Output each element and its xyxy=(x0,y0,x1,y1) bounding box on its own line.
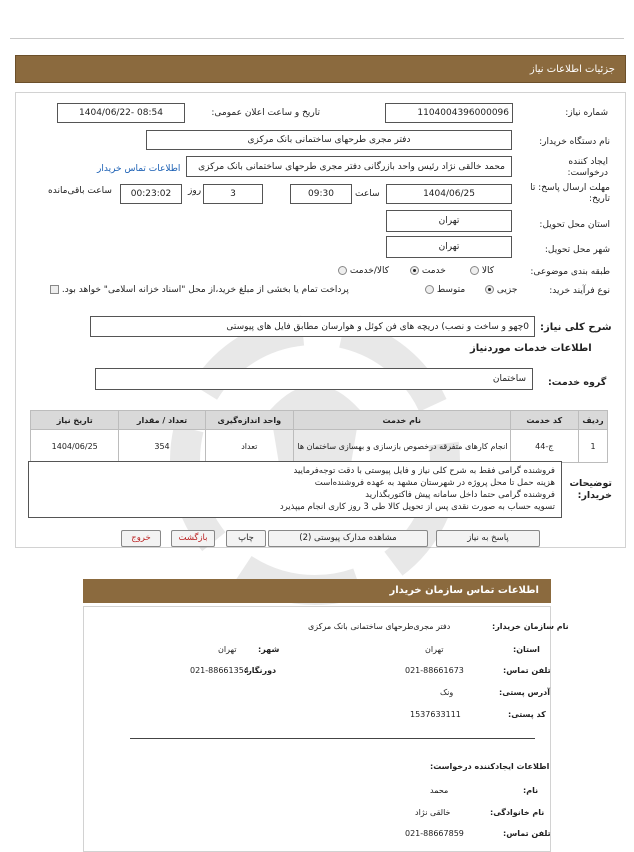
deadline-days-field: 3 xyxy=(203,184,263,204)
col-date-header: تاریخ نیاز xyxy=(31,411,119,430)
contact-postal-label: کد پستی: xyxy=(508,710,546,719)
page-header: جزئیات اطلاعات نیاز xyxy=(15,55,626,83)
remaining-time-field: 00:23:02 xyxy=(120,184,182,204)
contact-province-label: استان: xyxy=(513,645,540,654)
summary-field: 0چهو و ساخت و نصب) دریچه های فن کوئل و هوارسان مطابق فایل های پیوستی xyxy=(90,316,535,337)
contact-section-header: اطلاعات تماس سازمان خریدار xyxy=(83,579,551,603)
note-line: فروشنده گرامی فقط به شرح کلی نیاز و فایل پیوستی با دقت توجه‌فرمایید xyxy=(293,466,555,476)
category-radio-service[interactable] xyxy=(410,266,419,275)
services-table xyxy=(30,410,608,463)
buyer-contact-link[interactable]: اطلاعات تماس خریدار xyxy=(97,164,181,174)
process-option-minor[interactable]: جزیی xyxy=(485,285,517,295)
creator-family-label: نام خانوادگی: xyxy=(490,808,545,817)
creator-family-value: خالقی نژاد xyxy=(415,808,451,817)
reply-button[interactable]: پاسخ به نیاز xyxy=(436,530,540,547)
col-unit-header: واحد اندازه‌گیری xyxy=(205,411,293,430)
contact-phone-value: 021-88661673 xyxy=(405,666,464,675)
service-group-label: گروه خدمت: xyxy=(548,377,607,388)
announce-datetime-field: 1404/06/22- 08:54 xyxy=(57,103,185,123)
announce-datetime-label: تاریخ و ساعت اعلان عمومی: xyxy=(211,108,320,118)
contact-fax-value: 021-88661354 xyxy=(190,666,249,675)
province-label: استان محل تحویل: xyxy=(539,220,610,230)
contact-city-value: تهران xyxy=(218,645,237,654)
cell-qty: 354 xyxy=(119,430,205,463)
notes-label: توضیحات خریدار: xyxy=(569,478,612,501)
creator-phone-value: 021-88667859 xyxy=(405,829,464,838)
contact-divider xyxy=(130,738,535,739)
col-code-header: کد خدمت xyxy=(510,411,578,430)
process-option-medium[interactable]: متوسط xyxy=(425,285,465,295)
col-name-header: نام خدمت xyxy=(293,411,510,430)
process-radio-medium[interactable] xyxy=(425,285,434,294)
service-group-field: ساختمان xyxy=(95,368,533,390)
contact-org-value: دفتر مجری‌طرحهای ساختمانی بانک مرکزی xyxy=(308,622,451,631)
payment-note: پرداخت تمام یا بخشی از مبلغ خرید،از محل "اسناد خزانه اسلامی" خواهد بود. xyxy=(50,285,349,295)
deadline-label: مهلت ارسال پاسخ: تا تاریخ: xyxy=(530,183,610,204)
cell-name: انجام کارهای متفرقه درخصوص بازسازی و بهسازی ساختمان ها xyxy=(293,430,510,463)
contact-address-value: ونک xyxy=(440,688,454,697)
contact-city-label: شهر: xyxy=(258,645,280,654)
category-radio-both[interactable] xyxy=(338,266,347,275)
top-divider xyxy=(10,38,624,39)
note-line: تسویه حساب به صورت نقدی پس از تحویل کالا طی 3 روز کاری انجام میپذیرد xyxy=(279,502,555,512)
notes-field xyxy=(28,461,562,518)
cell-row: 1 xyxy=(579,430,608,463)
deadline-days-label: روز xyxy=(188,186,202,196)
print-button[interactable]: چاپ xyxy=(226,530,266,547)
need-number-field: 1104004396000096 xyxy=(385,103,513,123)
note-line: فروشنده گرامی حتما داخل سامانه پیش فاکتوربگذارید xyxy=(365,490,555,500)
need-number-label: شماره نیاز: xyxy=(565,108,608,118)
attachments-button[interactable]: مشاهده مدارک پیوستی (2) xyxy=(268,530,428,547)
summary-label: شرح کلی نیاز: xyxy=(540,322,612,333)
buyer-org-label: نام دستگاه خریدار: xyxy=(539,137,610,147)
creator-phone-label: تلفن تماس: xyxy=(503,829,551,838)
col-qty-header: تعداد / مقدار xyxy=(119,411,205,430)
remaining-time-label: ساعت باقی‌مانده xyxy=(48,186,112,196)
deadline-time-label: ساعت xyxy=(355,189,380,199)
cell-unit: تعداد xyxy=(205,430,293,463)
creator-name-label: نام: xyxy=(523,786,539,795)
back-button[interactable]: بازگشت xyxy=(171,530,215,547)
contact-province-value: تهران xyxy=(425,645,444,654)
payment-checkbox[interactable] xyxy=(50,285,59,294)
buyer-org-field: دفتر مجری طرحهای ساختمانی بانک مرکزی xyxy=(146,130,512,150)
category-option-goods[interactable]: کالا xyxy=(470,266,494,276)
category-label: طبقه بندی موضوعی: xyxy=(530,267,610,277)
category-option-both[interactable]: کالا/خدمت xyxy=(338,266,389,276)
contact-address-label: آدرس پستی: xyxy=(499,688,550,697)
contact-phone-label: تلفن تماس: xyxy=(503,666,551,675)
city-label: شهر محل تحویل: xyxy=(544,245,610,255)
contact-fax-label: دورنگار: xyxy=(244,666,277,675)
requester-label: ایجاد کننده درخواست: xyxy=(567,157,608,178)
creator-title: اطلاعات ایجادکننده درخواست: xyxy=(430,762,550,771)
category-option-service[interactable]: خدمت xyxy=(410,266,446,276)
deadline-date-field: 1404/06/25 xyxy=(386,184,512,204)
contact-postal-value: 1537633111 xyxy=(410,710,461,719)
deadline-time-field: 09:30 xyxy=(290,184,352,204)
requester-field: محمد خالقی نژاد رئیس واحد بازرگانی دفتر مجری طرحهای ساختمانی بانک مرکزی xyxy=(186,156,512,177)
contact-panel xyxy=(83,606,551,852)
table-row xyxy=(31,430,608,463)
services-title: اطلاعات خدمات موردنیاز xyxy=(470,343,592,354)
cell-code: ج-44 xyxy=(510,430,578,463)
city-field: تهران xyxy=(386,236,512,258)
contact-org-label: نام سازمان خریدار: xyxy=(492,622,569,631)
note-line: هزینه حمل تا محل پروژه در شهرستان مشهد به عهده فروشنده‌است xyxy=(314,478,555,488)
process-label: نوع فرآیند خرید: xyxy=(549,286,610,296)
category-radio-goods[interactable] xyxy=(470,266,479,275)
col-row-header: ردیف xyxy=(579,411,608,430)
process-radio-minor[interactable] xyxy=(485,285,494,294)
exit-button[interactable]: خروج xyxy=(121,530,161,547)
province-field: تهران xyxy=(386,210,512,232)
creator-name-value: محمد xyxy=(430,786,449,795)
cell-date: 1404/06/25 xyxy=(31,430,119,463)
